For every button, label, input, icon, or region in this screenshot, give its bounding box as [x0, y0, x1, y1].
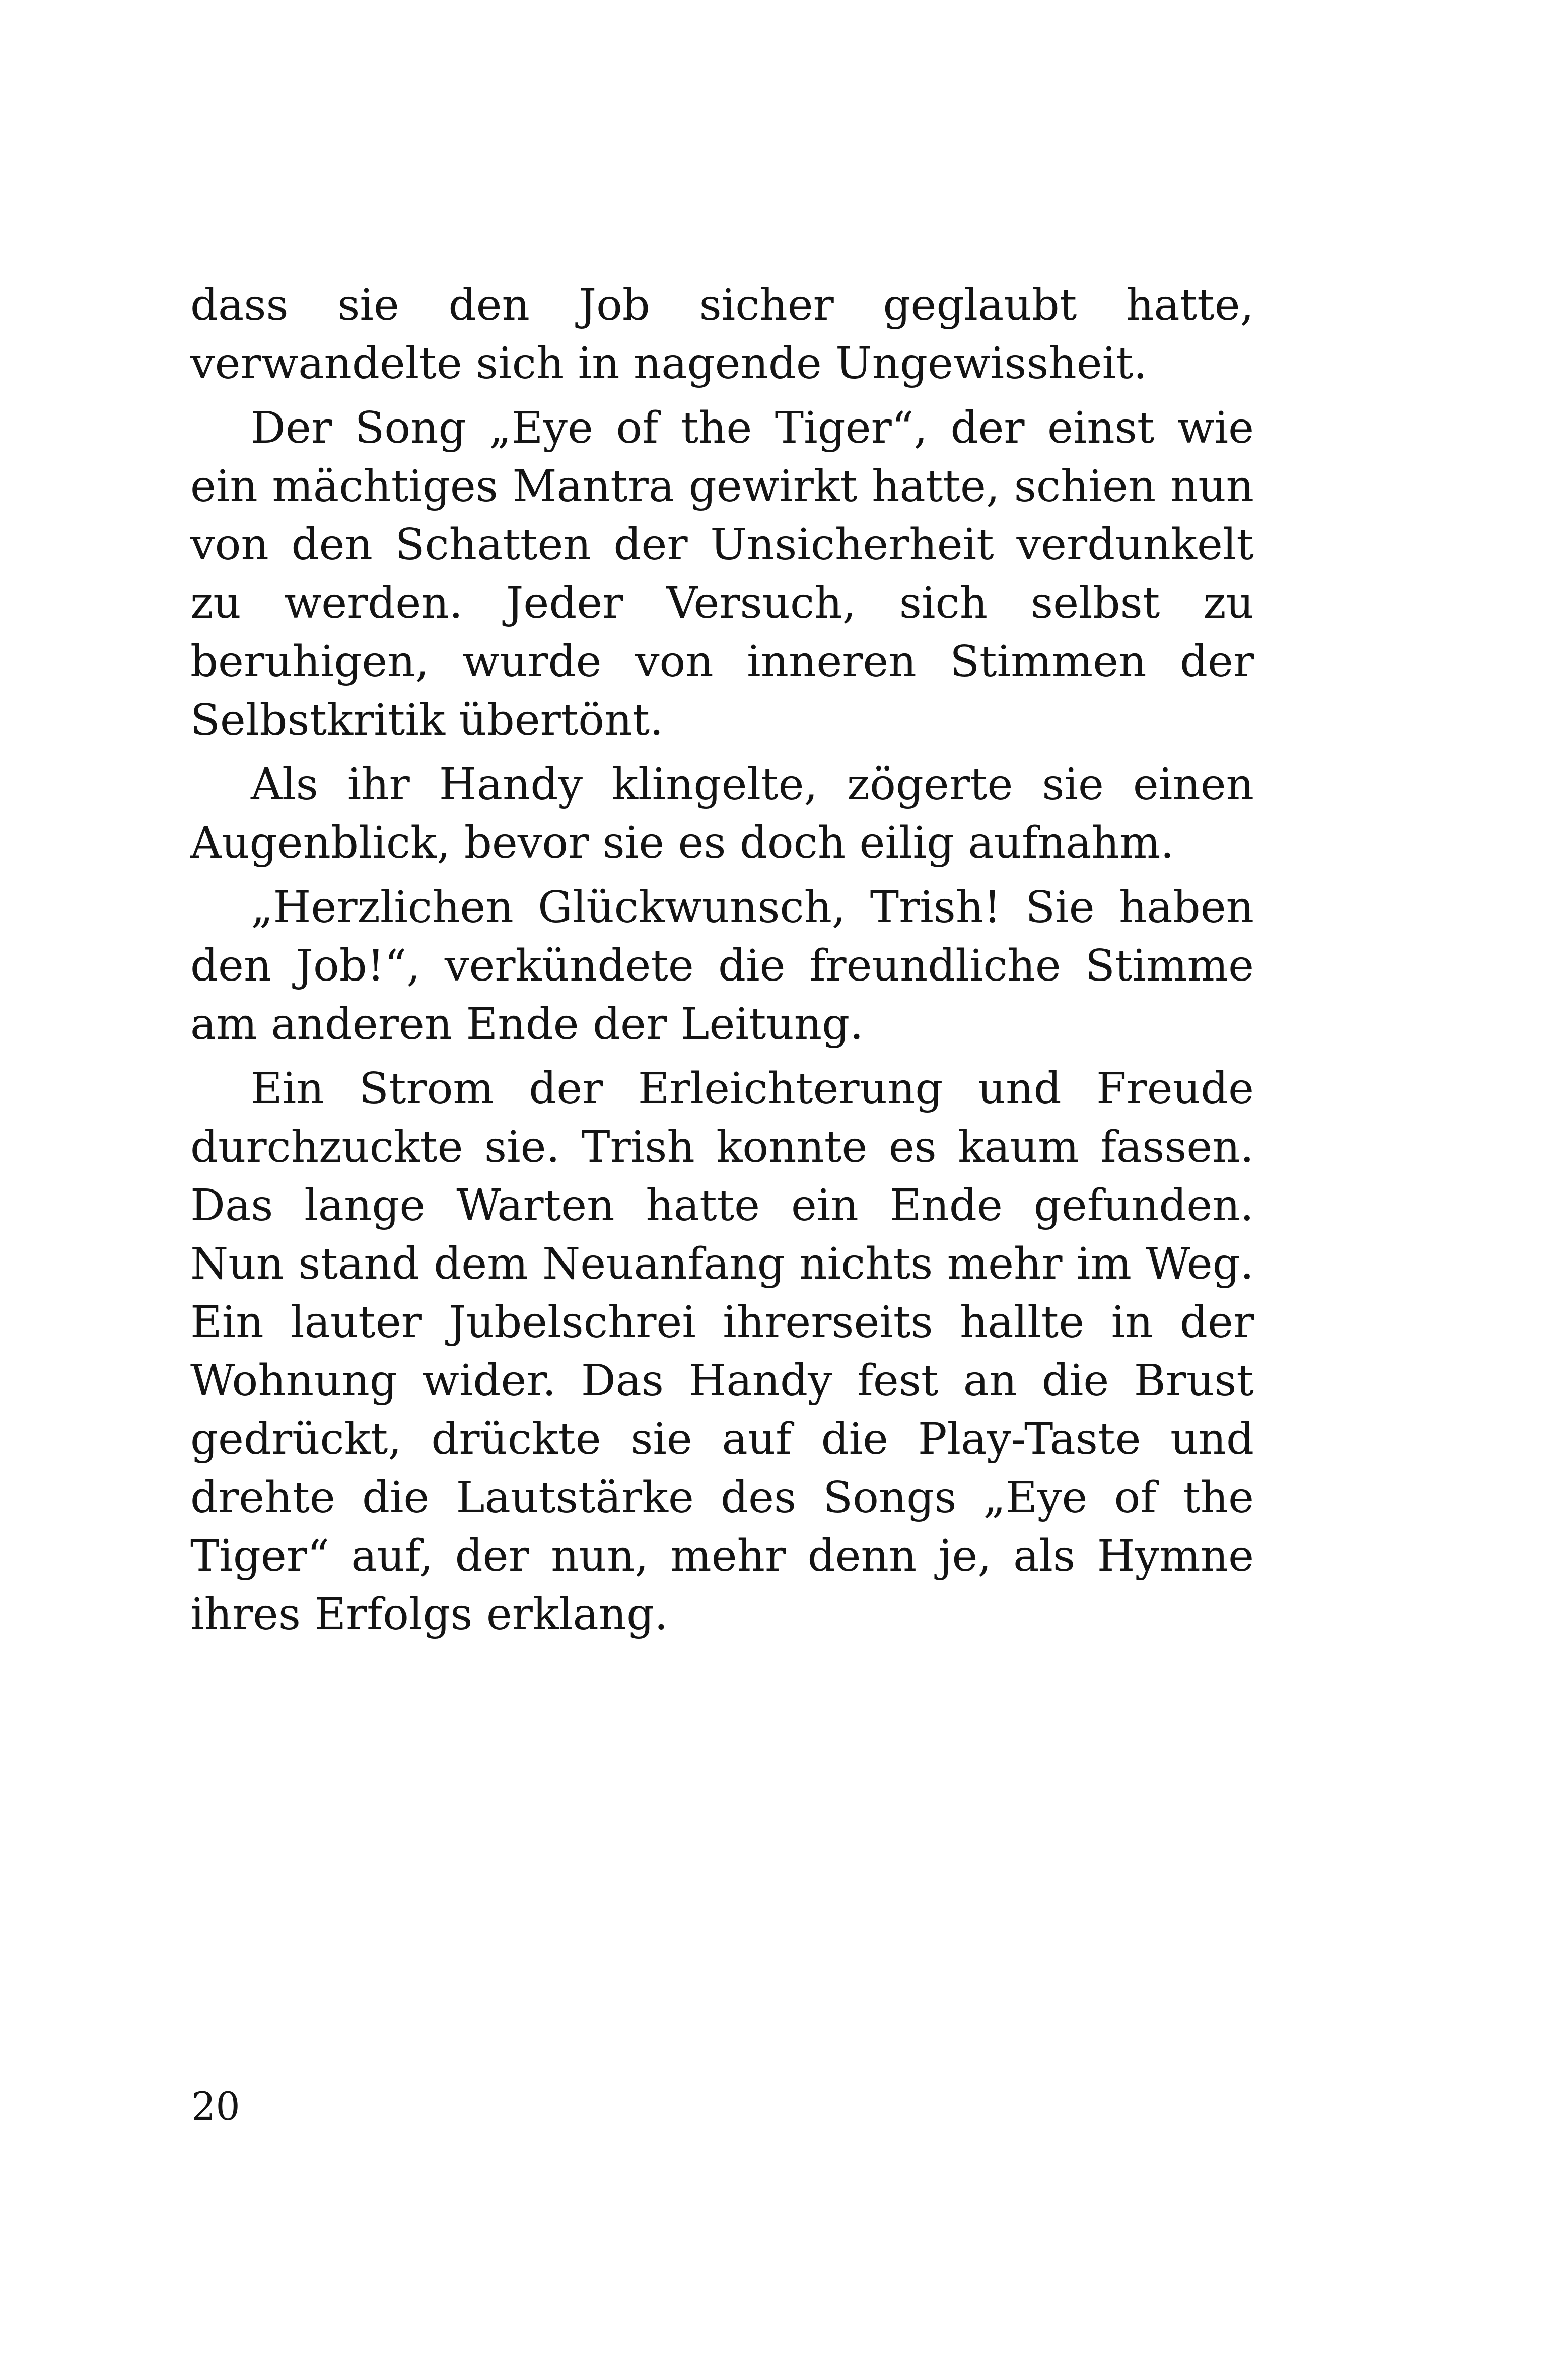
paragraph-2: Der Song „Eye of the Tiger“, der einst wie ein mächtiges Mantra gewirkt hatte, schien nun von den Schatten der Unsicherheit verdunkelt zu werden. Jeder Versuch, sich selbst zu beruhigen, wurde von inneren Stimmen der Selbstkritik übertönt. — [190, 403, 1254, 745]
page-number: 20 — [191, 2084, 240, 2129]
body-text — [190, 276, 1254, 1650]
paragraph-5: Ein Strom der Erleichterung und Freude durchzuckte sie. Trish konnte es kaum fassen. Das lange Warten hatte ein Ende gefunden. Nun stand dem Neuanfang nichts mehr im Weg. Ein lauter Jubelschrei ihrerseits hallte in der Wohnung wider. Das Handy fest an die Brust gedrückt, drückte sie auf die Play-Taste und drehte die Lautstärke des Songs „Eye of the Tiger“ auf, der nun, mehr denn je, als Hymne ihres Erfolgs erklang. — [190, 1064, 1254, 1640]
paragraph-1: dass sie den Job sicher geglaubt hatte, verwandelte sich in nagende Ungewissheit. — [190, 280, 1254, 389]
paragraph-3: Als ihr Handy klingelte, zögerte sie einen Augenblick, bevor sie es doch eilig aufnahm. — [190, 759, 1254, 868]
paragraph-4: „Herzlichen Glückwunsch, Trish! Sie haben den Job!“, verkündete die freundliche Stimme am anderen Ende der Leitung. — [190, 882, 1254, 1049]
